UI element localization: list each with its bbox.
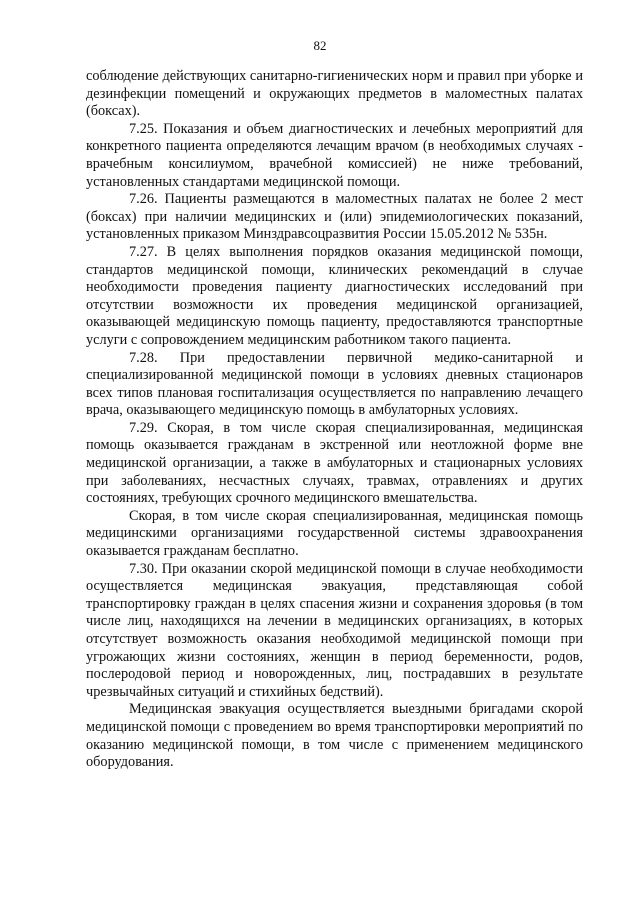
paragraph-7-28: 7.28. При предоставлении первичной медико-санитарной и специализированной медицинской помощи в условиях дневных стационаров всех типов плановая госпитализация осуществляется по направлению лечащего врача, оказывающего медицинскую помощь в амбулаторных условиях. xyxy=(86,349,583,419)
paragraph-7-27: 7.27. В целях выполнения порядков оказания медицинской помощи, стандартов медицинской помощи, клинических рекомендаций в случае необходимости проведения пациенту диагностических исследований при отсутствии возможности их проведения медицинской организацией, оказывающей медицинскую помощь пациенту, предоставляются транспортные услуги с сопровождением медицинским работником такого пациента. xyxy=(86,243,583,348)
document-body xyxy=(86,68,583,772)
paragraph-continuation: соблюдение действующих санитарно-гигиенических норм и правил при уборке и дезинфекции помещений и окружающих предметов в маломестных палатах (боксах). xyxy=(86,68,583,120)
paragraph-7-29-ambulance-free: Скорая, в том числе скорая специализированная, медицинская помощь медицинскими организациями государственной системы здравоохранения оказывается гражданам бесплатно. xyxy=(86,507,583,560)
paragraph-7-30: 7.30. При оказании скорой медицинской помощи в случае необходимости осуществляется медицинская эвакуация, представляющая собой транспортировку граждан в целях спасения жизни и сохранения здоровья (в том числе лиц, находящихся на лечении в медицинских организациях, в которых отсутствует возможность оказания необходимой медицинской помощи при угрожающих жизни состояниях, женщин в период беременности, родов, послеродовой период и новорожденных, лиц, пострадавших в результате чрезвычайных ситуаций и стихийных бедствий). xyxy=(86,560,583,700)
paragraph-7-26: 7.26. Пациенты размещаются в маломестных палатах не более 2 мест (боксах) при наличии медицинских и (или) эпидемиологических показаний, установленных приказом Минздравсоцразвития России 15.05.2012 № 535н. xyxy=(86,191,583,243)
paragraph-7-25: 7.25. Показания и объем диагностических и лечебных мероприятий для конкретного пациента определяются лечащим врачом (в необходимых случаях - врачебным консилиумом, врачебной комиссией) не ниже требований, установленных стандартами медицинской помощи. xyxy=(86,120,583,190)
page-number: 82 xyxy=(313,38,327,53)
paragraph-7-29: 7.29. Скорая, в том числе скорая специализированная, медицинская помощь оказывается гражданам в экстренной или неотложной форме вне медицинской организации, а также в амбулаторных и стационарных условиях при заболеваниях, несчастных случаях, травмах, отравлениях и других состояниях, требующих срочного медицинского вмешательства. xyxy=(86,419,583,507)
paragraph-7-30-evacuation: Медицинская эвакуация осуществляется выездными бригадами скорой медицинской помощи с проведением во время транспортировки мероприятий по оказанию медицинской помощи, в том числе с применением медицинского оборудования. xyxy=(86,701,583,771)
